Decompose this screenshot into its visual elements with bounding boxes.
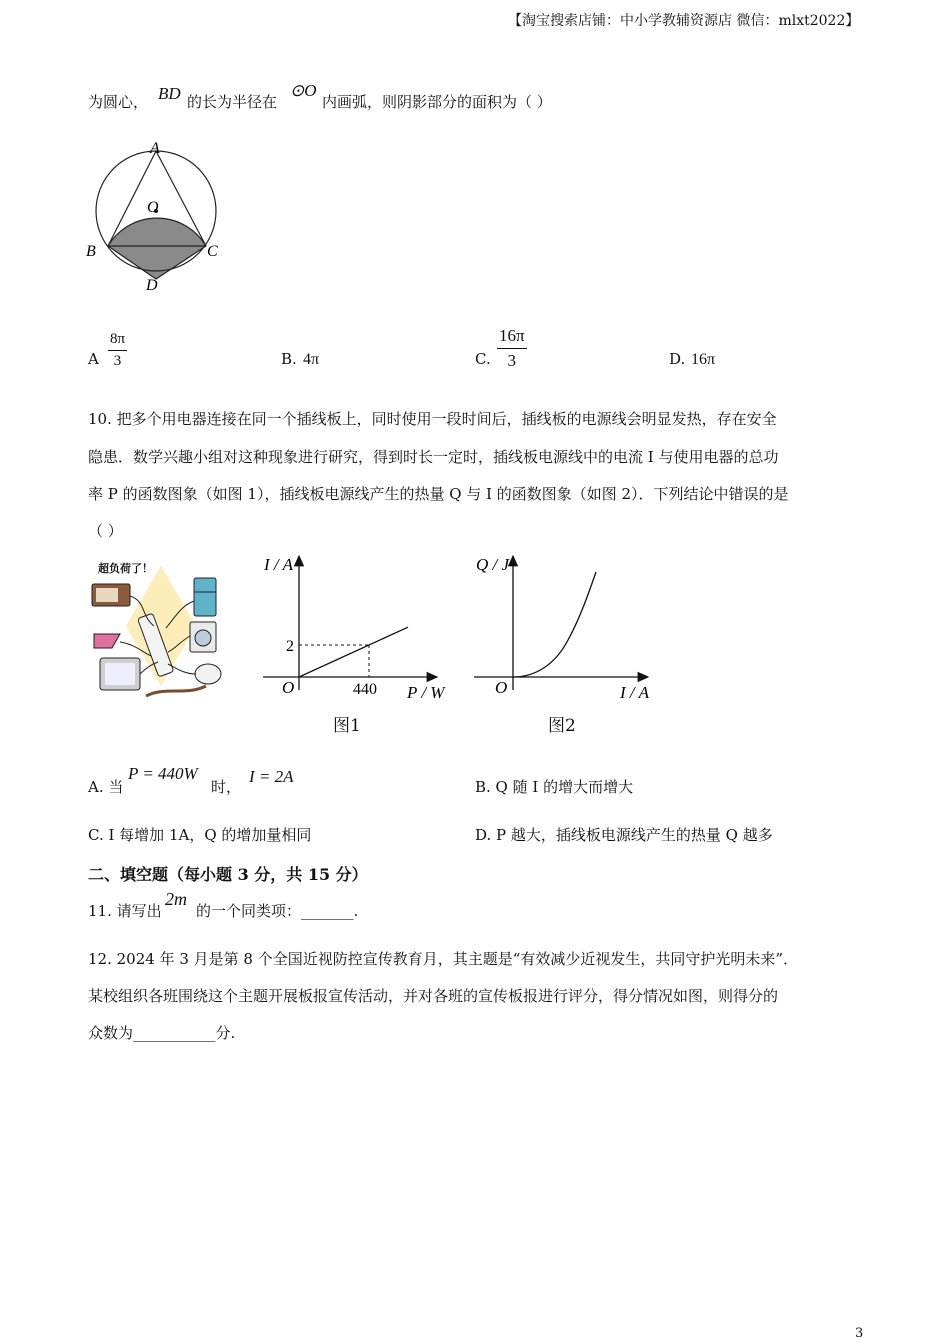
q9-text-end: 内画弧，则阴影部分的面积为（ ）	[322, 93, 552, 111]
cartoon-caption: 超负荷了！	[98, 563, 153, 575]
q10-option-c: C. I 每增加 1A，Q 的增加量相同	[88, 826, 312, 844]
fraction-bar	[497, 348, 527, 349]
fraction-denominator: 3	[113, 353, 122, 369]
fraction-denominator: 3	[507, 351, 517, 370]
figure-2-caption: 图2	[548, 716, 576, 736]
q12-line-3: 众数为___________分.	[88, 1024, 236, 1042]
q10-line-2: 隐患．数学兴趣小组对这种现象进行研究，得到时长一定时，插线板电源线中的电流 I 与使用电器的总功	[88, 448, 779, 466]
rice-cooker-icon	[195, 664, 221, 684]
figure-2-graph	[470, 550, 660, 700]
q11-math: 2m	[165, 889, 187, 909]
q10-option-d: D. P 越大，插线板电源线产生的热量 Q 越多	[475, 826, 773, 844]
page-number: 3	[855, 1326, 864, 1341]
label-d: D	[146, 277, 158, 294]
y-axis-label: I / A	[264, 555, 293, 574]
y-axis-label: Q / J	[476, 555, 510, 574]
linear-function-line	[299, 627, 408, 677]
q9-option-d-value: 16π	[691, 351, 716, 368]
section-2-title: 二、填空题（每小题 3 分，共 15 分）	[88, 865, 368, 884]
q9-option-c-label: C.	[475, 350, 491, 368]
q10-line-3: 率 P 的函数图象（如图 1），插线板电源线产生的热量 Q 与 I 的函数图象（如图 2）．下列结论中错误的是	[88, 485, 789, 503]
x-axis-label: P / W	[407, 683, 445, 700]
q10-option-a-mid: 时，	[211, 778, 242, 796]
figure-1-graph	[255, 550, 455, 700]
q9-circle-o: ⊙O	[290, 81, 317, 100]
origin-label: O	[495, 678, 508, 697]
q10-line-4: （ ）	[88, 522, 123, 540]
q10-option-b: B. Q 随 I 的增大而增大	[475, 778, 634, 796]
q12-line-2: 某校组织各班围绕这个主题开展板报宣传活动，并对各班的宣传板报进行评分，得分情况如图，则得分的	[88, 987, 779, 1005]
fraction-bar	[108, 350, 127, 351]
q9-option-a-label: A	[88, 350, 99, 368]
q10-option-a-prefix: A. 当	[88, 778, 124, 796]
q9-option-b-label: B.	[281, 350, 297, 368]
q9-text-mid: 的长为半径在	[187, 93, 278, 111]
q9-circle-figure	[80, 135, 230, 295]
q9-option-a-fraction	[108, 331, 127, 370]
shaded-region	[108, 218, 206, 279]
label-o: O	[147, 199, 159, 216]
x-axis-label: I / A	[620, 683, 649, 700]
q11-prefix: 11. 请写出	[88, 902, 162, 920]
quadratic-curve	[513, 572, 596, 677]
y-tick-label: 2	[286, 638, 294, 655]
q9-bd: BD	[158, 84, 181, 103]
origin-label: O	[282, 678, 295, 697]
q9-option-d-label: D.	[669, 350, 686, 368]
q12-line-1: 12. 2024 年 3 月是第 8 个全国近视防控宣传教育月，其主题是“有效减少近视发生，共同守护光明未来”．	[88, 950, 799, 968]
overload-cartoon	[86, 556, 236, 706]
q10-line-1: 10. 把多个用电器连接在同一个插线板上，同时使用一段时间后，插线板的电源线会明显发热，存在安全	[88, 410, 777, 428]
fraction-numerator: 16π	[499, 326, 525, 345]
label-a: A	[150, 140, 160, 157]
label-c: C	[207, 243, 218, 260]
label-b: B	[86, 243, 96, 260]
q11-suffix: 的一个同类项：_______.	[196, 902, 359, 920]
fraction-numerator: 8π	[110, 331, 126, 347]
q9-option-c-fraction	[497, 326, 527, 371]
figure-1-caption: 图1	[333, 716, 361, 736]
q9-option-b-value: 4π	[303, 351, 320, 368]
x-tick-label: 440	[353, 681, 377, 698]
q9-text-start: 为圆心，	[88, 93, 149, 111]
q10-option-a-math-2: I = 2A	[249, 767, 294, 786]
q10-option-a-math-1: P = 440W	[128, 764, 198, 783]
fridge-icon	[194, 578, 216, 616]
header-shop-notice: 【淘宝搜索店铺：中小学教辅资源店 微信：mlxt2022】	[508, 13, 860, 29]
